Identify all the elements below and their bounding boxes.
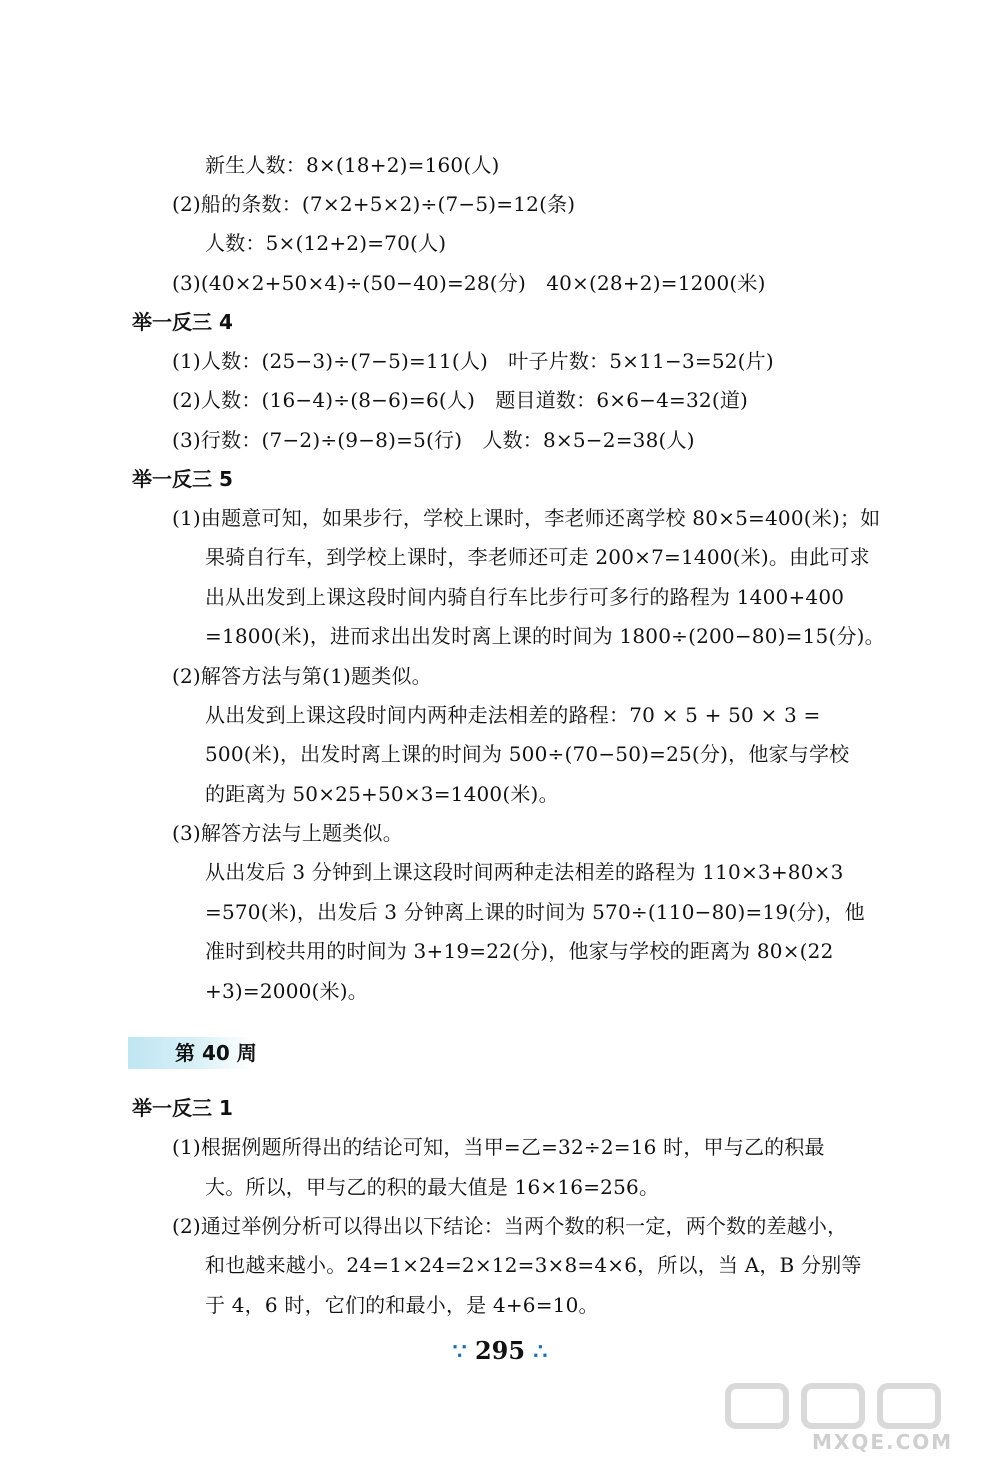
watermark-text: MXQE.COM — [812, 1430, 954, 1454]
section-heading: 举一反三 4 — [132, 310, 233, 334]
text-line: 果骑自行车，到学校上课时，李老师还可走 200×7=1400(米)。由此可求 — [205, 545, 870, 569]
page-number-value: 295 — [474, 1336, 526, 1365]
text-line: =1800(米)，进而求出出发时离上课的时间为 1800÷(200−80)=15(分)。 — [205, 624, 885, 648]
page-number — [0, 1336, 1000, 1367]
text-line: 的距离为 50×25+50×3=1400(米)。 — [205, 782, 559, 806]
text-line: +3)=2000(米)。 — [205, 979, 368, 1003]
text-line: 500(米)，出发时离上课的时间为 500÷(70−50)=25(分)，他家与学校 — [205, 742, 850, 766]
text-line: 从出发后 3 分钟到上课这段时间两种走法相差的路程为 110×3+80×3 — [205, 860, 844, 884]
text-line: 大。所以，甲与乙的积的最大值是 16×16=256。 — [205, 1175, 660, 1199]
text-line: (3)行数：(7−2)÷(9−8)=5(行) 人数：8×5−2=38(人) — [172, 428, 695, 452]
week-heading: 第 40 周 — [175, 1041, 257, 1065]
text-line: 和也越来越小。24=1×24=2×12=3×8=4×6，所以，当 A，B 分别等 — [205, 1253, 862, 1277]
text-line: 新生人数：8×(18+2)=160(人) — [205, 153, 500, 177]
text-line: (1)根据例题所得出的结论可知，当甲=乙=32÷2=16 时，甲与乙的积最 — [172, 1135, 825, 1159]
text-line: (2)解答方法与第(1)题类似。 — [172, 664, 432, 688]
text-line: 从出发到上课这段时间内两种走法相差的路程：70 × 5 + 50 × 3 = — [205, 703, 821, 727]
section-heading: 举一反三 5 — [132, 467, 233, 491]
text-line: 人数：5×(12+2)=70(人) — [205, 231, 447, 255]
text-line: (1)由题意可知，如果步行，学校上课时，李老师还离学校 80×5=400(米)；如 — [172, 506, 881, 530]
dots-right-icon: ∴ — [533, 1339, 548, 1365]
text-line: 于 4，6 时，它们的和最小，是 4+6=10。 — [205, 1293, 599, 1317]
text-line: (2)人数：(16−4)÷(8−6)=6(人) 题目道数：6×6−4=32(道) — [172, 388, 749, 412]
text-line: (1)人数：(25−3)÷(7−5)=11(人) 叶子片数：5×11−3=52(片) — [172, 349, 774, 373]
text-line: (3)(40×2+50×4)÷(50−40)=28(分) 40×(28+2)=1200(米) — [172, 271, 766, 295]
section-heading: 举一反三 1 — [132, 1096, 233, 1120]
text-line: (2)通过举例分析可以得出以下结论：当两个数的积一定，两个数的差越小， — [172, 1214, 848, 1238]
text-line: (3)解答方法与上题类似。 — [172, 821, 403, 845]
text-line: 出从出发到上课这段时间内骑自行车比步行可多行的路程为 1400+400 — [205, 585, 845, 609]
dots-left-icon: ∵ — [452, 1339, 467, 1365]
text-line: =570(米)，出发后 3 分钟离上课的时间为 570÷(110−80)=19(分)，他 — [205, 900, 865, 924]
text-line: 准时到校共用的时间为 3+19=22(分)，他家与学校的距离为 80×(22 — [205, 939, 834, 963]
text-line: (2)船的条数：(7×2+5×2)÷(7−5)=12(条) — [172, 192, 576, 216]
